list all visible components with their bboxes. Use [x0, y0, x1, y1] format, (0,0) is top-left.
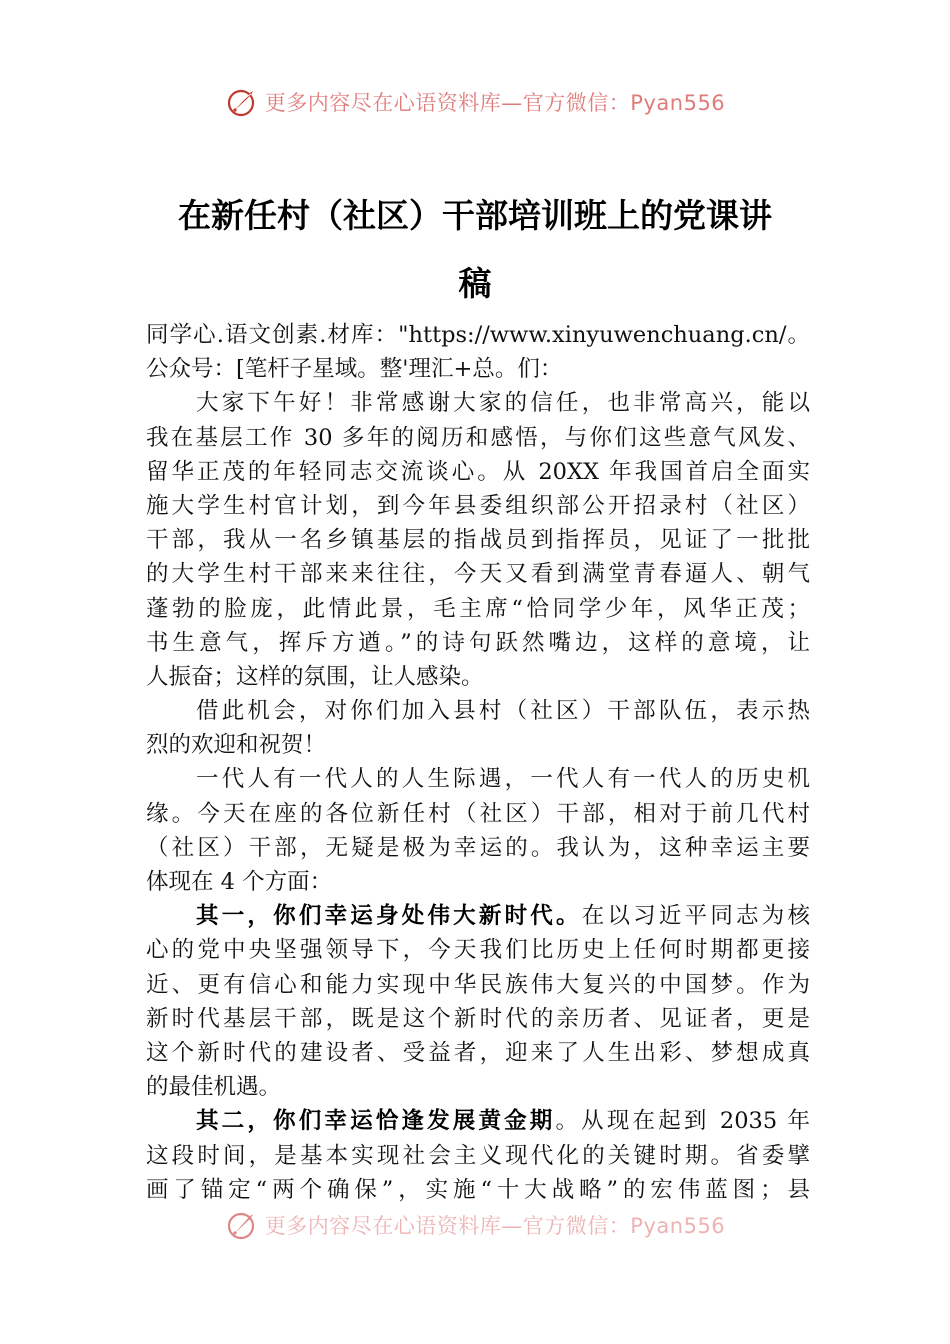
- footer-watermark-text: 更多内容尽在心语资料库—官方微信：Pyan556: [264, 1214, 726, 1238]
- body-line-with-heading: [146, 899, 810, 933]
- quill-logo-icon: [225, 1208, 259, 1242]
- body-line: （社区）干部，无疑是极为幸运的。我认为，这种幸运主要: [146, 834, 810, 861]
- body-line-with-heading: [146, 1104, 810, 1138]
- body-line: 书生意气，挥斥方遒。”的诗句跃然嘴边，这样的意境，让: [146, 629, 810, 656]
- body-line: 画了锚定“两个确保”，实施“十大战略”的宏伟蓝图；县: [146, 1176, 810, 1203]
- body-line: 的大学生村干部来来往往，今天又看到满堂青春逼人、朝气: [146, 561, 810, 588]
- section-heading-2: 其二，你们幸运恰逢发展黄金期: [196, 1108, 556, 1135]
- body-line: 体现在 4 个方面：: [146, 869, 333, 895]
- footer-watermark: [0, 1208, 950, 1242]
- document-body: [146, 318, 810, 1207]
- quill-logo-icon: [225, 85, 259, 119]
- body-line-text: 在以习近平同志为核: [581, 903, 810, 930]
- body-line: 这段时间，是基本实现社会主义现代化的关键时期。省委擘: [146, 1142, 810, 1169]
- body-line: 近、更有信心和能力实现中华民族伟大复兴的中国梦。作为: [146, 971, 810, 998]
- body-line: 人振奋；这样的氛围，让人感染。: [146, 663, 484, 690]
- body-line: 公众号：[笔杆子星域。整'理汇+总。们：: [146, 356, 563, 383]
- body-line: 蓬勃的脸庞，此情此景，毛主席“恰同学少年，风华正茂；: [146, 595, 810, 622]
- body-line: 大家下午好！非常感谢大家的信任，也非常高兴，能以: [196, 390, 810, 417]
- header-watermark-text: 更多内容尽在心语资料库—官方微信：Pyan556: [264, 91, 726, 115]
- body-line: 烈的欢迎和祝贺！: [146, 732, 327, 759]
- header-watermark: [0, 84, 950, 120]
- body-line: 干部，我从一名乡镇基层的指战员到指挥员，见证了一批批: [146, 527, 810, 554]
- body-line: 这个新时代的建设者、受益者，迎来了人生出彩、梦想成真: [146, 1039, 810, 1066]
- body-line: 新时代基层干部，既是这个新时代的亲历者、见证者，更是: [146, 1005, 810, 1032]
- body-line: 借此机会，对你们加入县村（社区）干部队伍，表示热: [196, 698, 810, 725]
- body-line: 心的党中央坚强领导下，今天我们比历史上任何时期都更接: [146, 937, 810, 964]
- body-line-text: 。从现在起到 2035 年: [555, 1108, 810, 1135]
- body-line: 我在基层工作 30 多年的阅历和感悟，与你们这些意气风发、: [146, 424, 810, 451]
- document-title-line1: 在新任村（社区）干部培训班上的党课讲: [178, 196, 772, 235]
- body-line: 留华正茂的年轻同志交流谈心。从 20XX 年我国首启全面实: [146, 458, 810, 485]
- body-line: 一代人有一代人的人生际遇，一代人有一代人的历史机: [196, 766, 810, 793]
- body-line: 的最佳机遇。: [146, 1074, 282, 1101]
- body-line: 同学心.语文创素.材库："https://www.xinyuwenchuang.cn/。: [146, 322, 810, 348]
- document-title-line2: 稿: [458, 264, 492, 303]
- section-heading-1: 其一，你们幸运身处伟大新时代。: [196, 903, 582, 930]
- body-line: 施大学生村官计划，到今年县委组织部公开招录村（社区）: [146, 492, 810, 519]
- body-line: 缘。今天在座的各位新任村（社区）干部，相对于前几代村: [146, 800, 810, 827]
